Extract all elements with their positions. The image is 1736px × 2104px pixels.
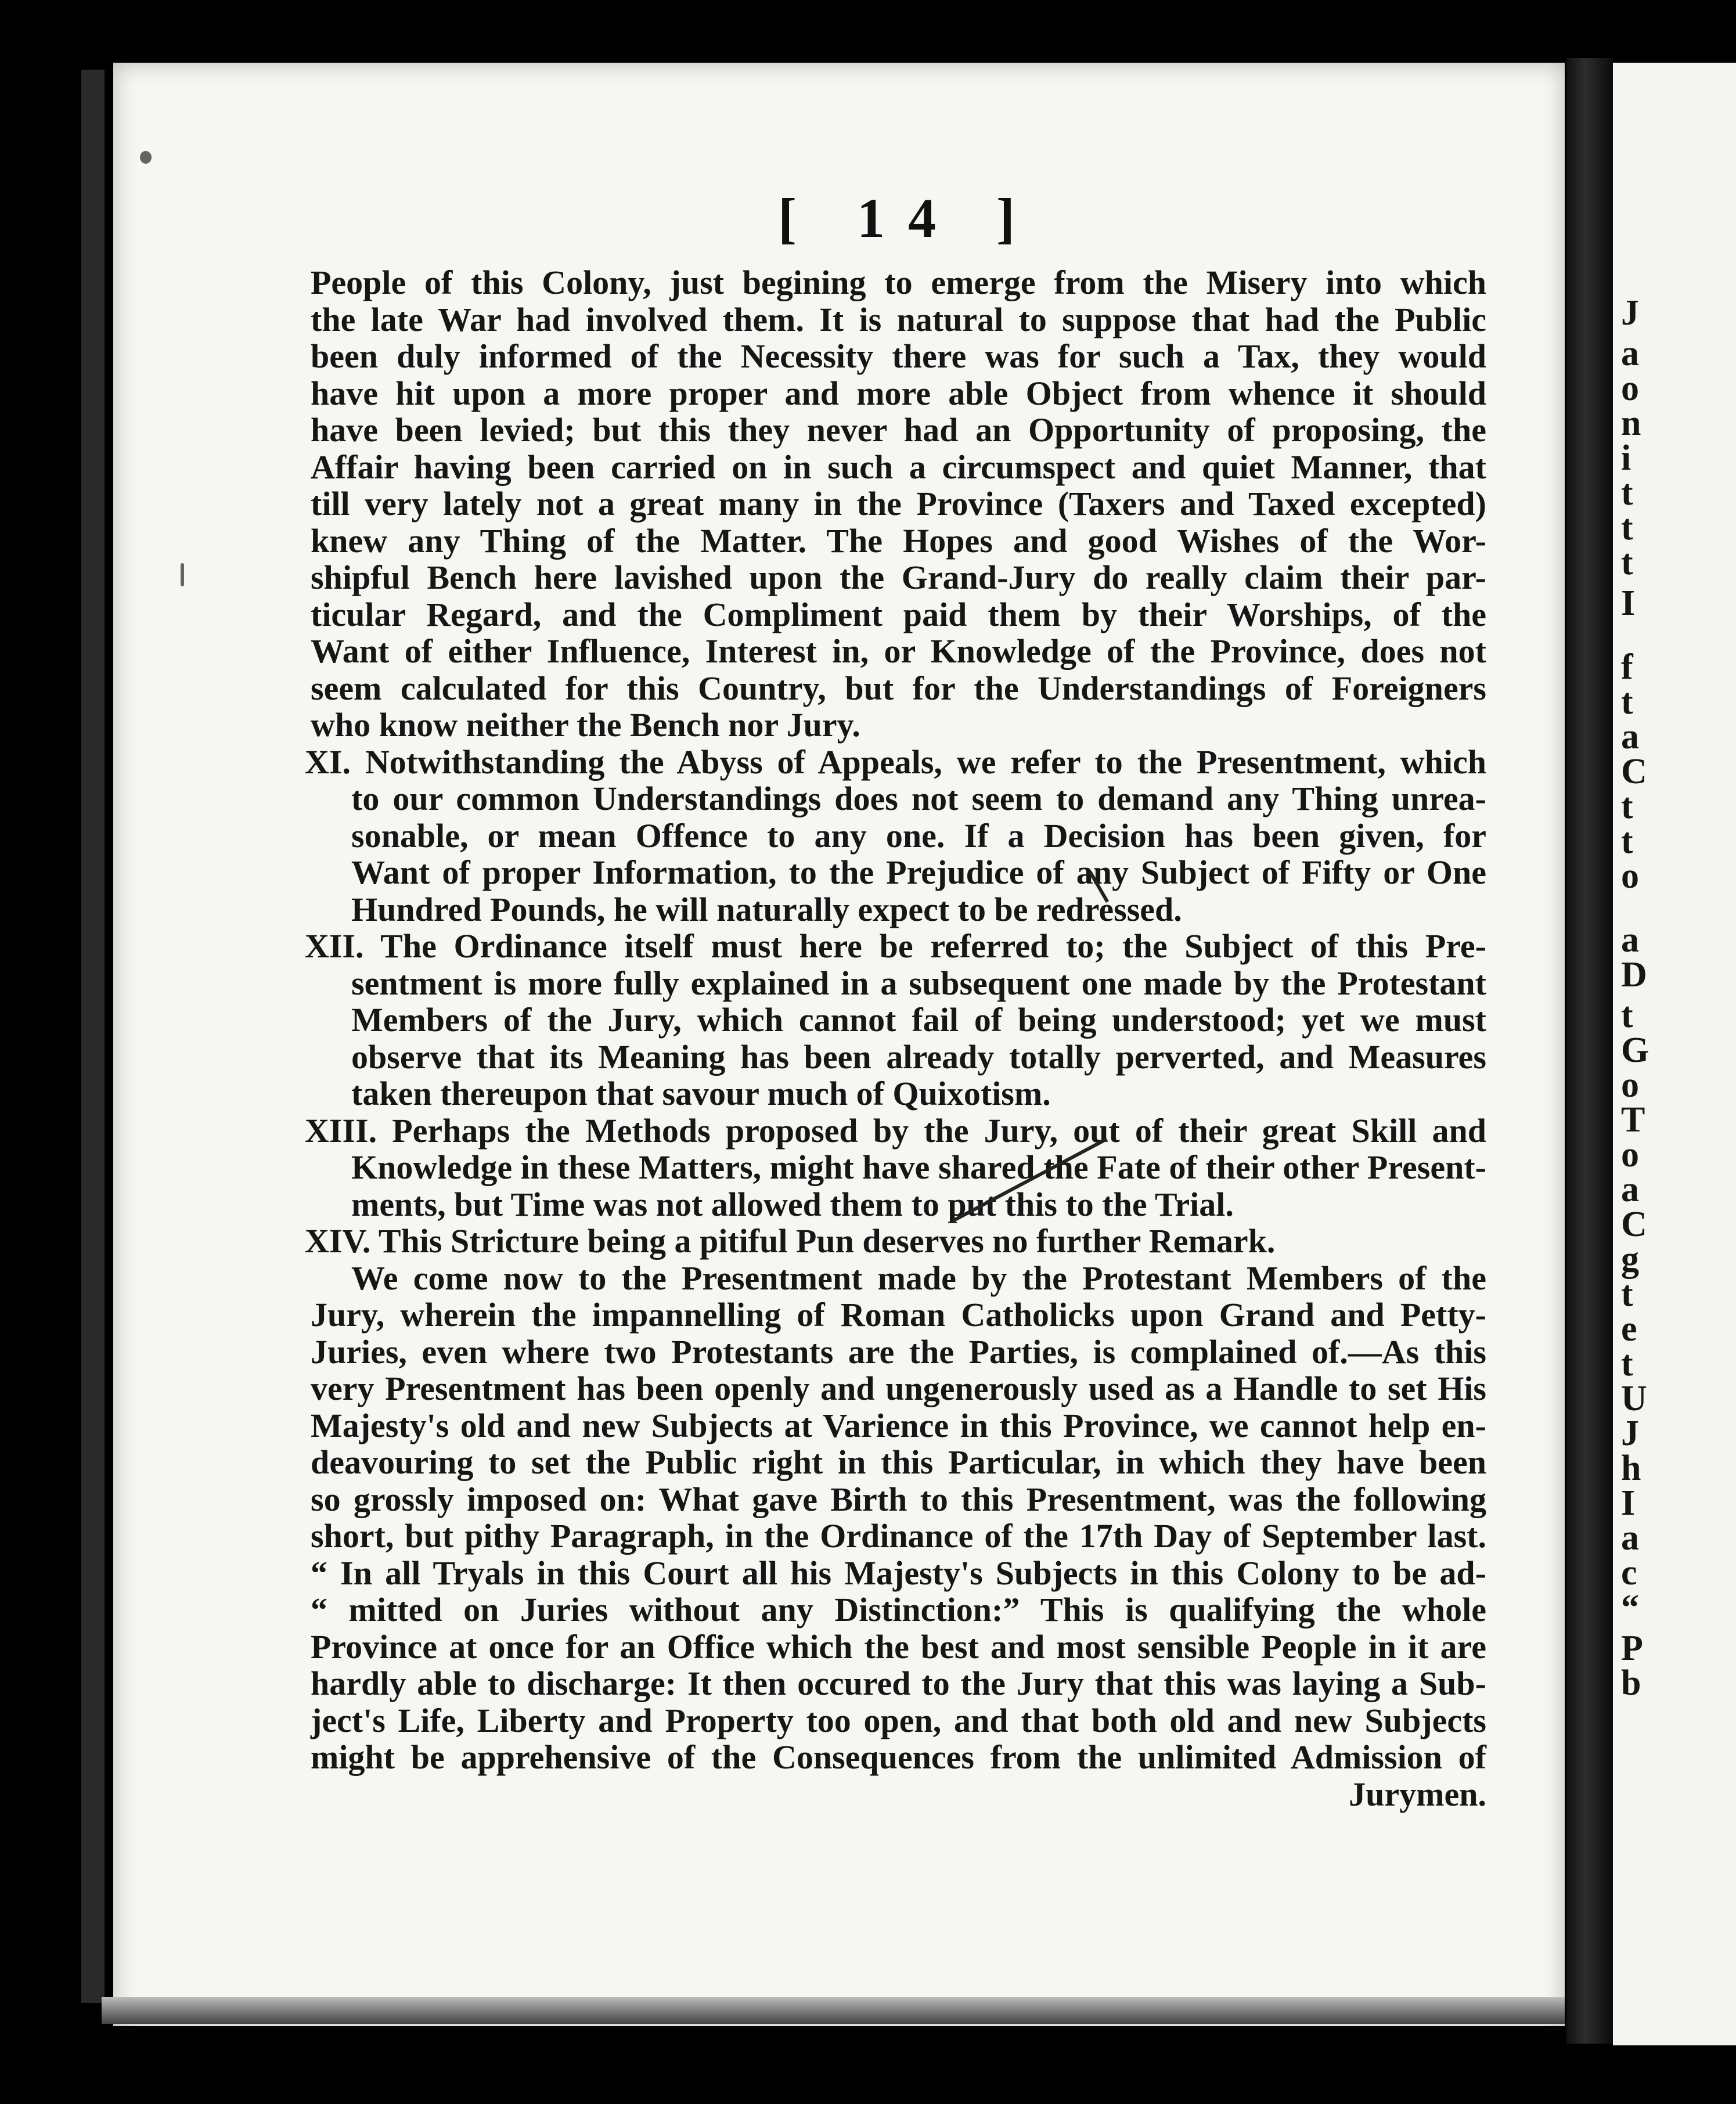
text-line: Majesty's old and new Subjects at Varience in this Province, we cannot help en- [311, 1406, 1486, 1444]
facing-page-letter: C [1621, 1205, 1647, 1244]
text-line: People of this Colony, just begining to emerge from the Misery into which [311, 264, 1486, 301]
text-line: Members of the Jury, which cannot fail of being understood; yet we must [351, 1001, 1486, 1039]
text-line: “ mitted on Juries without any Distinction:” This is qualifying the whole [311, 1591, 1486, 1629]
facing-page-letter: a [1621, 1170, 1639, 1209]
text-line: XIV. This Stricture being a pitiful Pun deserves no further Remark. [305, 1222, 1276, 1260]
text-line: seem calculated for this Country, but for the Understandings of Foreigners [311, 669, 1486, 707]
facing-page-letter: a [1621, 1518, 1639, 1558]
page-number: [ 14 ] [778, 187, 1038, 249]
facing-page-letter: U [1621, 1379, 1647, 1418]
facing-page-letter: a [1621, 717, 1639, 756]
facing-page-letter: o [1621, 856, 1639, 896]
facing-page-letter: I [1621, 583, 1636, 623]
text-line: observe that its Meaning has been already totally perverted, and Measures [351, 1037, 1486, 1076]
facing-page-letter: b [1621, 1663, 1641, 1703]
facing-page-letter: n [1621, 403, 1641, 443]
facing-page-letter: t [1621, 822, 1633, 861]
facing-page-letter: t [1621, 996, 1633, 1035]
text-line: who know neither the Bench nor Jury. [311, 706, 860, 744]
text-line: have been levied; but this they never had an Opportunity of proposing, the [311, 411, 1486, 449]
facing-page-letter: i [1621, 438, 1631, 478]
facing-page-letter: t [1621, 508, 1633, 547]
text-line: Jury, wherein the impannelling of Roman Catholicks upon Grand and Petty- [311, 1296, 1486, 1334]
facing-page-letter: P [1621, 1629, 1643, 1668]
text-line: Want of proper Information, to the Prejudice of any Subject of Fifty or One [351, 853, 1486, 891]
text-line: been duly informed of the Necessity there was for such a Tax, they would [311, 337, 1486, 375]
facing-page-letter: h [1621, 1449, 1641, 1488]
facing-page-letter: e [1621, 1309, 1637, 1349]
text-line: XII. The Ordinance itself must here be referred to; the Subject of this Pre- [305, 927, 1486, 965]
facing-page-letter: J [1621, 1414, 1639, 1453]
facing-page-letter: a [1621, 920, 1639, 960]
text-line: might be apprehensive of the Consequences from the unlimited Admission of [311, 1738, 1486, 1776]
facing-page-letter: t [1621, 473, 1633, 513]
text-line: short, but pithy Paragraph, in the Ordinance of the 17th Day of September last. [311, 1517, 1486, 1555]
text-line: “ In all Tryals in this Court all his Majesty's Subjects in this Colony to be ad- [311, 1554, 1486, 1592]
text-line: shipful Bench here lavished upon the Grand-Jury do really claim their par- [311, 559, 1486, 596]
text-line: Affair having been carried on in such a circumspect and quiet Manner, that [311, 448, 1486, 486]
text-line: till very lately not a great many in the Province (Taxers and Taxed excepted) [311, 485, 1486, 523]
text-line: Juries, even where two Protestants are the Parties, is complained of.—As this [311, 1332, 1486, 1371]
facing-page-letter: D [1621, 955, 1647, 995]
facing-page-letter: “ [1621, 1588, 1639, 1627]
text-line: knew any Thing of the Matter. The Hopes and good Wishes of the Wor- [311, 521, 1486, 560]
ink-spot [140, 151, 152, 164]
facing-page-letter: f [1621, 647, 1633, 687]
page-edge-left [81, 70, 105, 2003]
book-gutter [1566, 58, 1613, 2044]
text-line: Province at once for an Office which the best and most sensible People in it are [311, 1627, 1486, 1666]
text-line: Hundred Pounds, he will naturally expect to be redressed. [351, 890, 1182, 928]
text-line: the late War had involved them. It is natural to suppose that had the Public [311, 300, 1486, 338]
text-line: to our common Understandings does not seem to demand any Thing unrea- [351, 780, 1486, 817]
facing-page-letter: t [1621, 543, 1633, 582]
text-line: very Presentment has been openly and ungenerously used as a Handle to set His [311, 1370, 1486, 1407]
text-line: ments, but Time was not allowed them to put this to the Trial. [351, 1185, 1234, 1223]
text-line: Want of either Influence, Interest in, or Knowledge of the Province, does not [311, 632, 1486, 670]
facing-page-letter: t [1621, 1344, 1633, 1384]
facing-page-letter: o [1621, 1135, 1639, 1175]
text-line: sonable, or mean Offence to any one. If a Decision has been given, for [351, 816, 1486, 855]
facing-page-letter: T [1621, 1100, 1645, 1140]
facing-page-letter: o [1621, 369, 1639, 408]
facing-page-letter: a [1621, 334, 1639, 373]
ink-mark [181, 563, 184, 586]
text-line: have hit upon a more proper and more able Object from whence it should [311, 374, 1486, 412]
text-line: hardly able to discharge: It then occured to the Jury that this was laying a Sub- [311, 1665, 1486, 1702]
text-line: XI. Notwithstanding the Abyss of Appeals, we refer to the Presentment, which [305, 743, 1486, 781]
facing-page-letter: J [1621, 293, 1639, 333]
facing-page-letter: C [1621, 752, 1647, 791]
text-line: Jurymen. [1349, 1775, 1486, 1813]
text-line: sentment is more fully explained in a subsequent one made by the Protestant [351, 964, 1486, 1002]
facing-page-letter: G [1621, 1031, 1649, 1070]
facing-page-letter: I [1621, 1483, 1636, 1523]
facing-page-letter: g [1621, 1240, 1639, 1279]
facing-page-letter: o [1621, 1065, 1639, 1105]
page-edge-bottom [102, 1997, 1565, 2024]
facing-page-letter: c [1621, 1553, 1637, 1593]
facing-page-letter: t [1621, 1274, 1633, 1314]
text-line: We come now to the Presentment made by the Protestant Members of the [351, 1259, 1486, 1297]
text-line: ject's Life, Liberty and Property too open, and that both old and new Subjects [311, 1701, 1486, 1739]
facing-page-edge [1613, 63, 1736, 2045]
text-line: ticular Regard, and the Compliment paid them by their Worships, of the [311, 595, 1486, 633]
text-line: deavouring to set the Public right in this Particular, in which they have been [311, 1443, 1486, 1481]
facing-page-letter: t [1621, 682, 1633, 722]
text-line: taken thereupon that savour much of Quixotism. [351, 1075, 1051, 1112]
text-line: Knowledge in these Matters, might have shared the Fate of their other Present- [351, 1148, 1486, 1186]
text-line: so grossly imposed on: What gave Birth to this Presentment, was the following [311, 1480, 1486, 1518]
text-line: XIII. Perhaps the Methods proposed by the Jury, out of their great Skill and [305, 1111, 1486, 1150]
facing-page-letter: t [1621, 787, 1633, 826]
